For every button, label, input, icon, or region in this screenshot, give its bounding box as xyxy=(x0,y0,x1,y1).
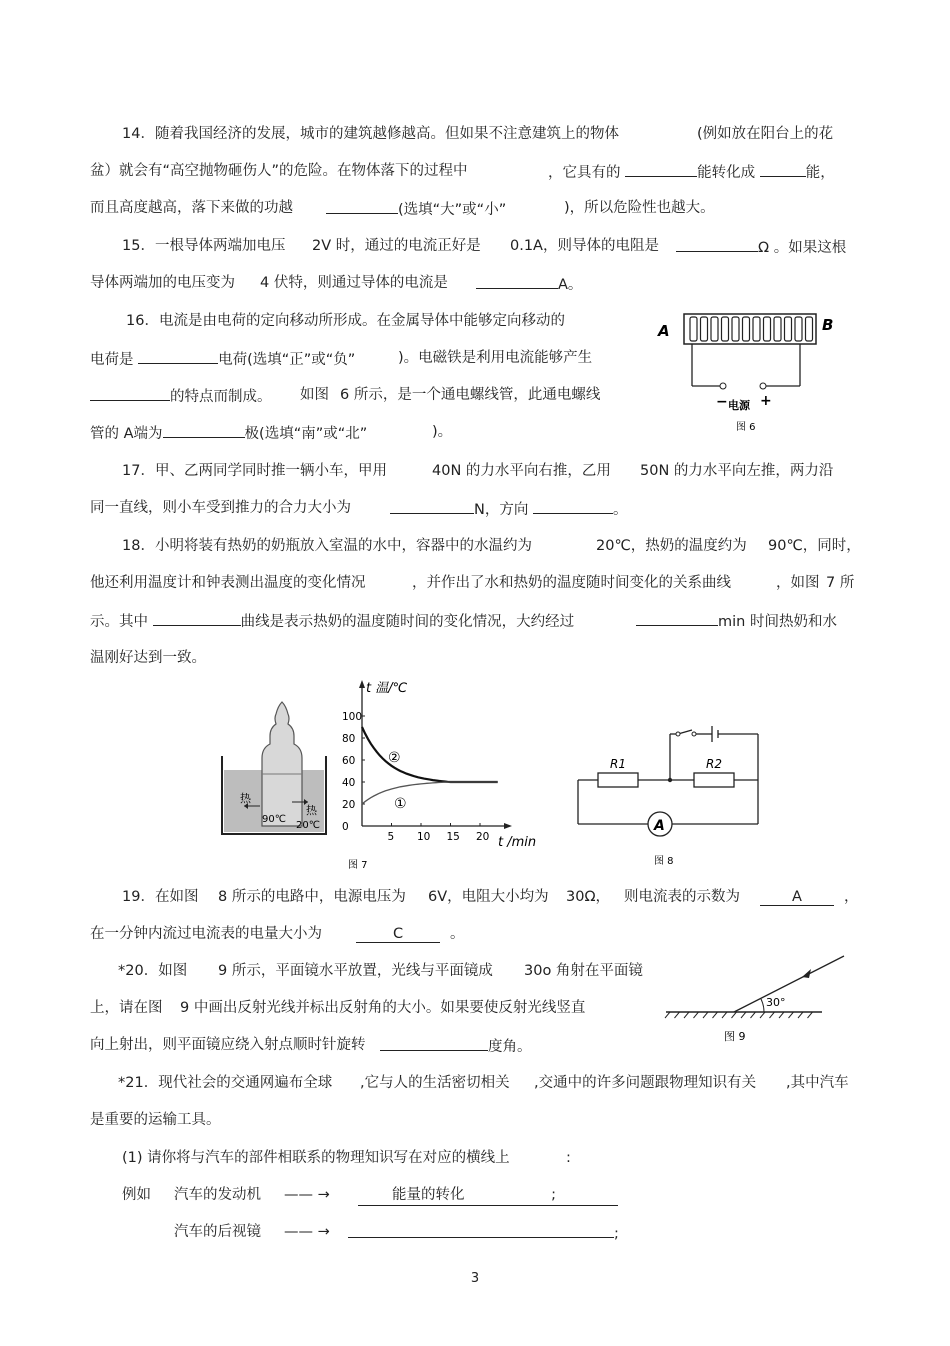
y-tick-label: 20 xyxy=(342,799,356,811)
q16-text: )。 xyxy=(432,424,453,440)
figure-caption: 图 6 xyxy=(736,422,756,433)
mirror-hatch xyxy=(770,1012,775,1018)
q21-text: ,交通中的许多问题跟物理知识有关 xyxy=(534,1075,757,1091)
arrow: —— → xyxy=(284,1187,330,1203)
y-tick-label: 0 xyxy=(342,821,349,833)
y-axis-arrow xyxy=(359,680,365,688)
coil-turn xyxy=(753,317,760,341)
incident-ray xyxy=(734,956,844,1012)
mirror-hatch xyxy=(732,1012,737,1018)
q20-text: *20．如图 xyxy=(118,963,188,979)
coil-turn xyxy=(806,317,813,341)
mirror-hatch xyxy=(694,1012,699,1018)
q19-text: 19．在如图 xyxy=(122,889,199,905)
q17-text: 17．甲、乙两同学同时推一辆小车，甲用 xyxy=(122,463,387,479)
figure-8-circuit xyxy=(568,722,768,872)
q19-text: 6V，电阻大小均为 xyxy=(428,889,549,905)
mirror-hatch xyxy=(741,1012,746,1018)
answer-filled[interactable]: C xyxy=(356,926,440,943)
mirror-hatch xyxy=(703,1012,708,1018)
q16-text: 的特点而制成。 xyxy=(170,389,272,405)
q20-text: 向上射出，则平面镜应绕入射点顺时针旋转 xyxy=(90,1037,366,1053)
q15-text: 0.1A，则导体的电阻是 xyxy=(510,238,659,254)
minus-sign: − xyxy=(716,394,728,410)
q18-text: 20℃，热奶的温度约为 xyxy=(596,538,747,554)
q19-text: ， xyxy=(844,889,859,905)
r2-label: R2 xyxy=(706,757,722,771)
heat-label-left: 热 xyxy=(240,792,251,805)
resistor-r1 xyxy=(598,773,638,787)
answer-blank[interactable] xyxy=(760,161,806,177)
curve-label-1: ① xyxy=(394,796,407,812)
q14-text: ，它具有的 xyxy=(548,165,621,181)
mirror-hatch xyxy=(798,1012,803,1018)
q19-text: 30Ω， xyxy=(566,889,611,905)
answer-blank[interactable] xyxy=(380,1035,488,1051)
mirror-hatch xyxy=(808,1012,813,1018)
semicolon: ; xyxy=(551,1187,556,1203)
example-answer: 能量的转化 xyxy=(392,1187,465,1203)
q15-text: Ω 。如果这根 xyxy=(758,240,847,256)
heat-label-right: 热 xyxy=(306,804,317,817)
curve-label-2: ② xyxy=(388,750,401,766)
answer-blank[interactable] xyxy=(625,161,697,177)
answer-blank[interactable] xyxy=(476,273,558,289)
q14-text: (选填“大”或“小” xyxy=(398,202,507,218)
q19-text: 则电流表的示数为 xyxy=(624,889,740,905)
ammeter-label: A xyxy=(654,818,665,834)
coil-turn xyxy=(795,317,802,341)
q21-text: (1) 请你将与汽车的部件相联系的物理知识写在对应的横线上 xyxy=(122,1150,510,1166)
q19-text: 8 所示的电路中，电源电压为 xyxy=(218,889,406,905)
label-b: B xyxy=(822,316,834,334)
mirror-hatch xyxy=(789,1012,794,1018)
answer-blank[interactable] xyxy=(676,236,758,252)
mirror-hatch xyxy=(684,1012,689,1018)
angle-label: 30° xyxy=(766,996,786,1009)
figure-caption: 图 8 xyxy=(654,856,674,867)
x-axis-label: t /min xyxy=(498,835,537,850)
mirror-hatch xyxy=(665,1012,670,1018)
q14-text: 而且高度越高，落下来做的功越 xyxy=(90,200,293,216)
y-tick-label: 80 xyxy=(342,733,356,745)
coil-turn xyxy=(774,317,781,341)
y-tick-label: 60 xyxy=(342,755,356,767)
q17-text: 同一直线，则小车受到推力的合力大小为 xyxy=(90,500,351,516)
q14-text: )，所以危险性也越大。 xyxy=(564,200,715,216)
answer-blank[interactable] xyxy=(163,422,245,438)
milk-temp: 90℃ xyxy=(262,814,286,825)
answer-blank[interactable] xyxy=(90,385,170,401)
resistor-r2 xyxy=(694,773,734,787)
q17-text: 。 xyxy=(612,502,628,518)
coil-turn xyxy=(743,317,750,341)
q14-text: 14．随着我国经济的发展，城市的建筑越修越高。但如果不注意建筑上的物体 xyxy=(122,126,619,142)
coil-turn xyxy=(722,317,729,341)
page-number: 3 xyxy=(470,1271,480,1286)
figure-caption: 图 7 xyxy=(348,860,368,871)
x-tick-label: 15 xyxy=(446,831,460,843)
power-label: 电源 xyxy=(728,399,750,412)
q16-text: 管的 A端为 xyxy=(90,426,163,442)
x-tick-label: 10 xyxy=(417,831,431,843)
coil-turn xyxy=(701,317,708,341)
q18-text: ，并作出了水和热奶的温度随时间变化的关系曲线 xyxy=(412,575,731,591)
q16-text: )。电磁铁是利用电流能够产生 xyxy=(398,350,593,366)
q18-text: 曲线是表示热奶的温度随时间的变化情况，大约经过 xyxy=(240,614,575,630)
car-part: 汽车的发动机 xyxy=(174,1187,261,1203)
answer-blank[interactable] xyxy=(326,198,398,214)
arrow: —— → xyxy=(284,1224,330,1240)
coil-turn xyxy=(732,317,739,341)
q21-text: ,它与人的生活密切相关 xyxy=(360,1075,510,1091)
q21-text: ,其中汽车 xyxy=(786,1075,849,1091)
q16-text: 电荷是 xyxy=(90,352,134,368)
mirror-hatch xyxy=(779,1012,784,1018)
coil-turn xyxy=(764,317,771,341)
q15-text: 2V 时，通过的电流正好是 xyxy=(312,238,481,254)
answer-blank[interactable] xyxy=(390,498,474,514)
answer-blank[interactable] xyxy=(636,610,718,626)
y-axis-label: t 温/℃ xyxy=(366,681,408,696)
answer-blank[interactable] xyxy=(138,348,218,364)
q19-text: 。 xyxy=(450,926,465,942)
q16-text: 16．电流是由电荷的定向移动所形成。在金属导体中能够定向移动的 xyxy=(126,313,565,329)
water-temp: 20℃ xyxy=(296,820,320,831)
q15-text: A。 xyxy=(558,277,583,293)
figure-7 xyxy=(216,674,546,874)
answer-blank[interactable] xyxy=(348,1222,614,1238)
y-tick-label: 100 xyxy=(342,711,363,723)
q20-text: 上，请在图 xyxy=(90,1000,163,1016)
q16-text: 6 所示，是一个通电螺线管，此通电螺线 xyxy=(340,387,601,403)
q21-text: 是重要的运输工具。 xyxy=(90,1112,221,1128)
q18-text: 示。其中 xyxy=(90,614,148,630)
q17-text: N，方向 xyxy=(474,502,529,518)
x-tick-label: 20 xyxy=(476,831,490,843)
q14-text: 能， xyxy=(805,165,835,181)
q15-text: 导体两端加的电压变为 xyxy=(90,275,235,291)
coil-turn xyxy=(690,317,697,341)
label-a: A xyxy=(658,322,670,340)
x-tick-label: 5 xyxy=(387,831,395,843)
mirror-hatch xyxy=(713,1012,718,1018)
q17-text: 40N 的力水平向右推，乙用 xyxy=(432,463,611,479)
plus-sign: + xyxy=(760,393,772,409)
y-tick-label: 40 xyxy=(342,777,356,789)
milk-curve xyxy=(362,727,498,782)
mirror-hatch xyxy=(760,1012,765,1018)
q15-text: 15．一根导体两端加电压 xyxy=(122,238,286,254)
mirror-hatch xyxy=(675,1012,680,1018)
r1-label: R1 xyxy=(610,757,626,771)
q20-text: 度角。 xyxy=(488,1039,532,1055)
x-axis-arrow xyxy=(504,823,512,829)
q18-text: ，如图 xyxy=(776,575,820,591)
q18-text: min 时间热奶和水 xyxy=(718,614,837,630)
q18-text: 温刚好达到一致。 xyxy=(90,650,206,666)
coil-turn xyxy=(711,317,718,341)
q20-text: 9 中画出反射光线并标出反射角的大小。如果要使反射光线竖直 xyxy=(180,1000,586,1016)
figure-9-mirror xyxy=(662,952,848,1048)
q21-text: : xyxy=(566,1150,571,1166)
q16-text: 如图 xyxy=(300,387,329,403)
q14-text: 盆）就会有“高空抛物砸伤人”的危险。在物体落下的过程中 xyxy=(90,163,468,179)
answer-filled[interactable]: A xyxy=(760,889,834,906)
q18-text: 他还利用温度计和钟表测出温度的变化情况 xyxy=(90,575,366,591)
q16-text: 极(选填“南”或“北” xyxy=(244,426,368,442)
car-part: 汽车的后视镜 xyxy=(174,1224,261,1240)
q20-text: 9 所示，平面镜水平放置，光线与平面镜成 xyxy=(218,963,493,979)
q19-text: 在一分钟内流过电流表的电量大小为 xyxy=(90,926,322,942)
example-label: 例如 xyxy=(122,1187,151,1203)
figure-caption: 图 9 xyxy=(724,1030,746,1043)
milk-bottle xyxy=(262,702,302,826)
answer-blank[interactable] xyxy=(533,498,613,514)
q17-text: 50N 的力水平向左推，两力沿 xyxy=(640,463,834,479)
q15-text: 4 伏特，则通过导体的电流是 xyxy=(260,275,448,291)
answer-blank[interactable] xyxy=(153,610,241,626)
semicolon: ; xyxy=(614,1226,619,1242)
q18-text: 7 所 xyxy=(826,575,855,591)
q14-text: 能转化成 xyxy=(697,165,756,181)
mirror-hatch xyxy=(722,1012,727,1018)
q14-text: (例如放在阳台上的花 xyxy=(697,126,834,142)
q18-text: 90℃，同时， xyxy=(768,538,861,554)
coil-turn xyxy=(785,317,792,341)
mirror-hatch xyxy=(751,1012,756,1018)
q20-text: 30o 角射在平面镜 xyxy=(524,963,643,979)
water-curve xyxy=(362,782,498,804)
q16-text: 电荷(选填“正”或“负” xyxy=(218,352,356,368)
figure-6-solenoid xyxy=(650,306,850,438)
q18-text: 18．小明将装有热奶的奶瓶放入室温的水中，容器中的水温约为 xyxy=(122,538,532,554)
q21-text: *21．现代社会的交通网遍布全球 xyxy=(118,1075,333,1091)
